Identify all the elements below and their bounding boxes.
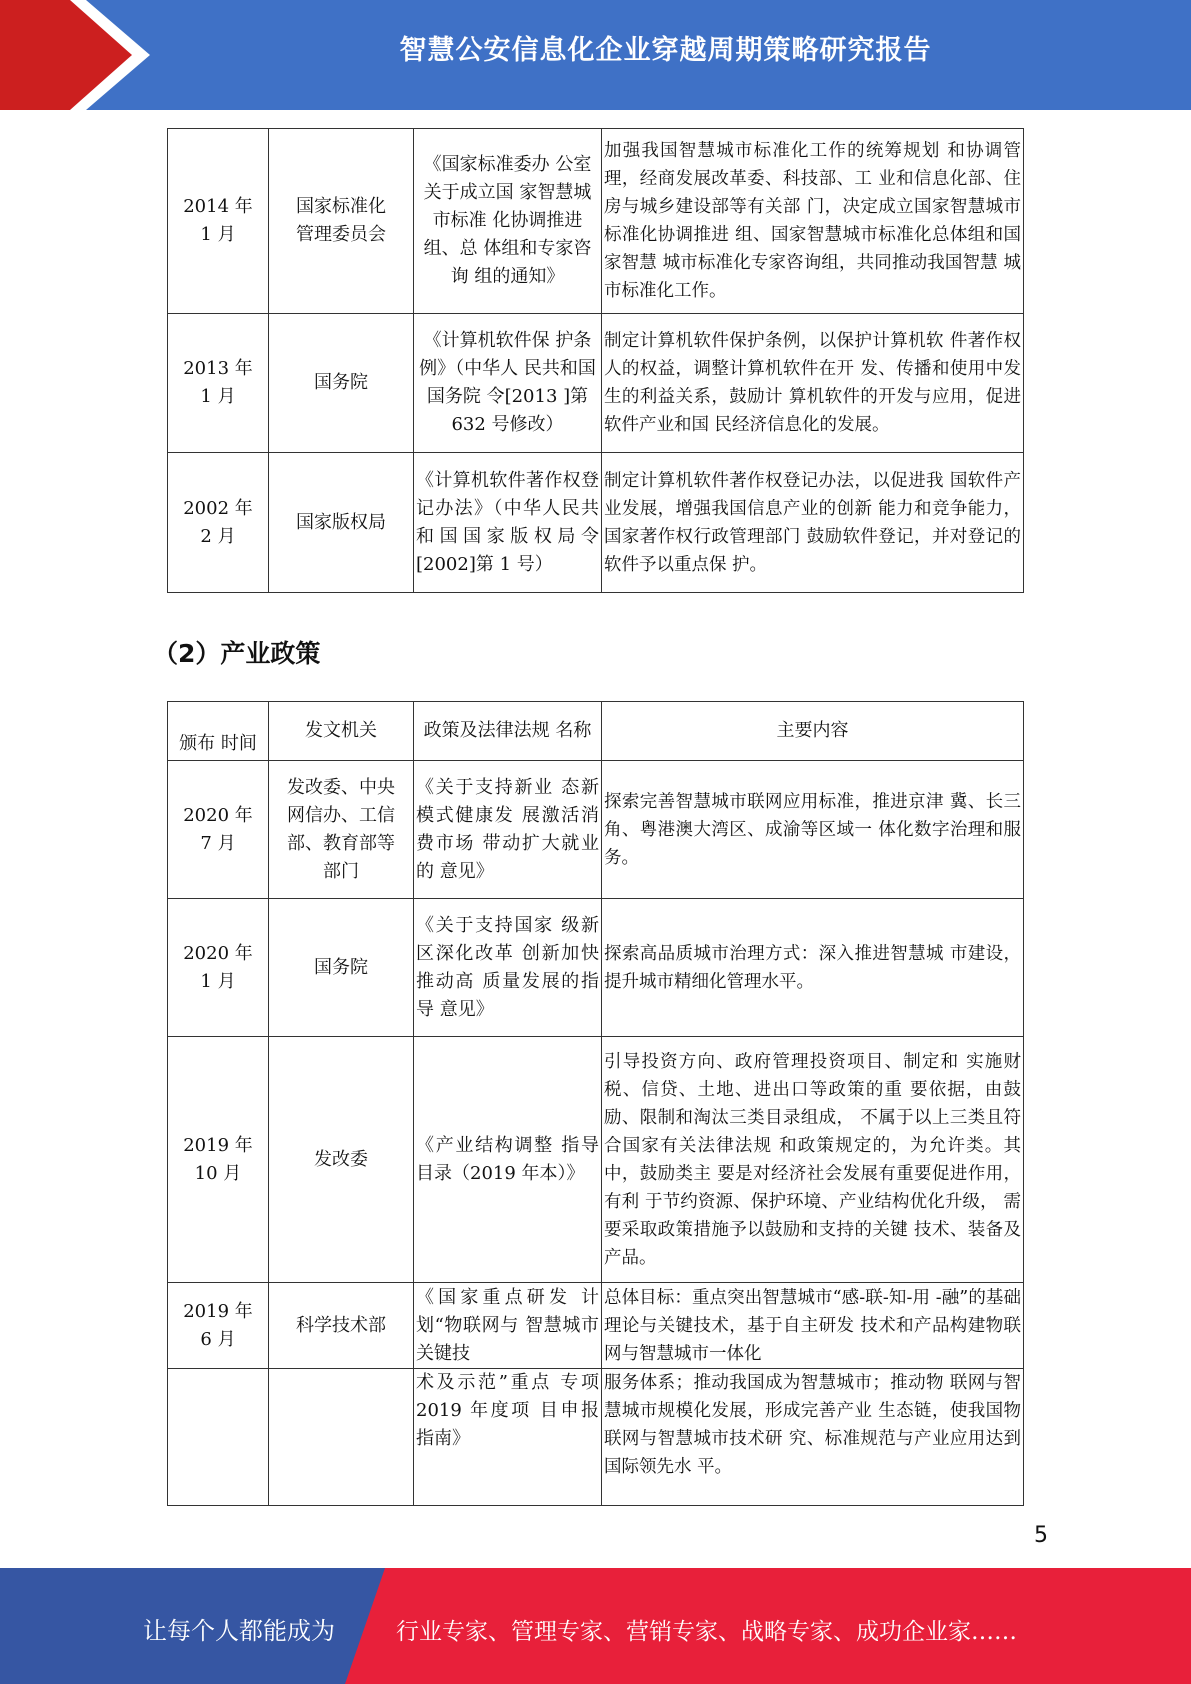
table-row [168,314,1024,453]
cell-issuer: 国家版权局 [269,453,414,593]
cell-content: 探索完善智慧城市联网应用标准，推进京津 冀、长三角、粤港澳大湾区、成渝等区域一 体化数字治理和服务。 [602,761,1024,899]
cell-issuer [269,1369,414,1506]
page-header [0,0,1191,110]
cell-date: 2002 年 2 月 [168,453,269,593]
cell-date: 2013 年 1 月 [168,314,269,453]
table-row [168,1037,1024,1283]
section-heading: （2）产业政策 [153,639,321,668]
cell-policy-name: 术及示范”重点 专项 2019 年度项 目申报指南》 [414,1369,602,1506]
table-row [168,453,1024,593]
cell-date: 2014 年 1 月 [168,129,269,314]
cell-date: 2019 年 10 月 [168,1037,269,1283]
cell-content: 加强我国智慧城市标准化工作的统筹规划 和协调管理，经商发展改革委、科技部、工 业和信息化部、住房与城乡建设部等有关部 门，决定成立国家智慧城市标准化协调推进 组、国家智慧城市标准化总体组和国家智慧 城市标准化专家咨询组，共同推动我国智慧 城市标准化工作。 [602,129,1024,314]
table-header-row [168,702,1024,761]
cell-content: 制定计算机软件著作权登记办法，以促进我 国软件产业发展，增强我国信息产业的创新 能力和竞争能力，国家著作权行政管理部门 鼓励软件登记，并对登记的软件予以重点保 护。 [602,453,1024,593]
cell-issuer: 国务院 [269,899,414,1037]
cell-policy-name: 《计算机软件著作权登记办法》（中华人民共和国国家版权局令[2002]第 1 号） [414,453,602,593]
page-number: 5 [1034,1523,1048,1548]
cell-issuer: 发改委 [269,1037,414,1283]
cell-issuer: 发改委、中央 网信办、工信 部、教育部等 部门 [269,761,414,899]
cell-date: 2020 年 1 月 [168,899,269,1037]
cell-policy-name: 《关于支持国家 级新区深化改革 创新加快推动高 质量发展的指导 意见》 [414,899,602,1037]
cell-issuer: 科学技术部 [269,1283,414,1369]
cell-policy-name: 《国家重点研发 计划“物联网与 智慧城市关键技 [414,1283,602,1369]
cell-policy-name: 《产业结构调整 指导目录（2019 年本）》 [414,1037,602,1283]
industry-policy-table [167,701,1024,1506]
table-row [168,1369,1024,1506]
table-row [168,761,1024,899]
cell-content: 引导投资方向、政府管理投资项目、制定和 实施财税、信贷、土地、进出口等政策的重 要依据，由鼓励、限制和淘汰三类目录组成， 不属于以上三类且符合国家有关法律法规 和政策规定的，为允许类。其中，鼓励类主 要是对经济社会发展有重要促进作用，有利 于节约资源、保护环境、产业结构优化升级， 需要采取政策措施予以鼓励和支持的关键 技术、装备及产品。 [602,1037,1024,1283]
cell-content: 服务体系；推动我国成为智慧城市；推动物 联网与智慧城市规模化发展，形成完善产业 生态链，使我国物联网与智慧城市技术研 究、标准规范与产业应用达到国际领先水 平。 [602,1369,1024,1506]
table-row [168,1283,1024,1369]
header-issuer: 发文机关 [269,702,414,761]
header-date: 颁布 时间 [168,702,269,761]
policy-table-continued [167,128,1024,593]
cell-policy-name: 《关于支持新业 态新模式健康发 展激活消费市场 带动扩大就业的 意见》 [414,761,602,899]
footer-slogan-right: 行业专家、管理专家、营销专家、战略专家、成功企业家…… [396,1619,1017,1645]
page-footer [0,1568,1191,1684]
cell-policy-name: 《国家标准委办 公室关于成立国 家智慧城市标准 化协调推进组、总 体组和专家咨询 组的通知》 [414,129,602,314]
cell-date [168,1369,269,1506]
header-content: 主要内容 [602,702,1024,761]
report-title: 智慧公安信息化企业穿越周期策略研究报告 [399,35,932,66]
cell-date: 2020 年 7 月 [168,761,269,899]
table-row [168,129,1024,314]
cell-date: 2019 年 6 月 [168,1283,269,1369]
cell-content: 制定计算机软件保护条例，以保护计算机软 件著作权人的权益，调整计算机软件在开 发、传播和使用中发生的利益关系，鼓励计 算机软件的开发与应用，促进软件产业和国 民经济信息化的发展。 [602,314,1024,453]
table-row [168,899,1024,1037]
cell-content: 探索高品质城市治理方式：深入推进智慧城 市建设，提升城市精细化管理水平。 [602,899,1024,1037]
header-policy-name: 政策及法律法规 名称 [414,702,602,761]
footer-slogan-left: 让每个人都能成为 [143,1617,335,1645]
cell-issuer: 国务院 [269,314,414,453]
header-chevron-logo [0,0,140,110]
cell-issuer: 国家标准化 管理委员会 [269,129,414,314]
cell-policy-name: 《计算机软件保 护条例》（中华人 民共和国国务院 令[2013 ]第 632 号修改） [414,314,602,453]
cell-content: 总体目标：重点突出智慧城市“感-联-知-用 -融”的基础理论与关键技术，基于自主研发 技术和产品构建物联网与智慧城市一体化 [602,1283,1024,1369]
